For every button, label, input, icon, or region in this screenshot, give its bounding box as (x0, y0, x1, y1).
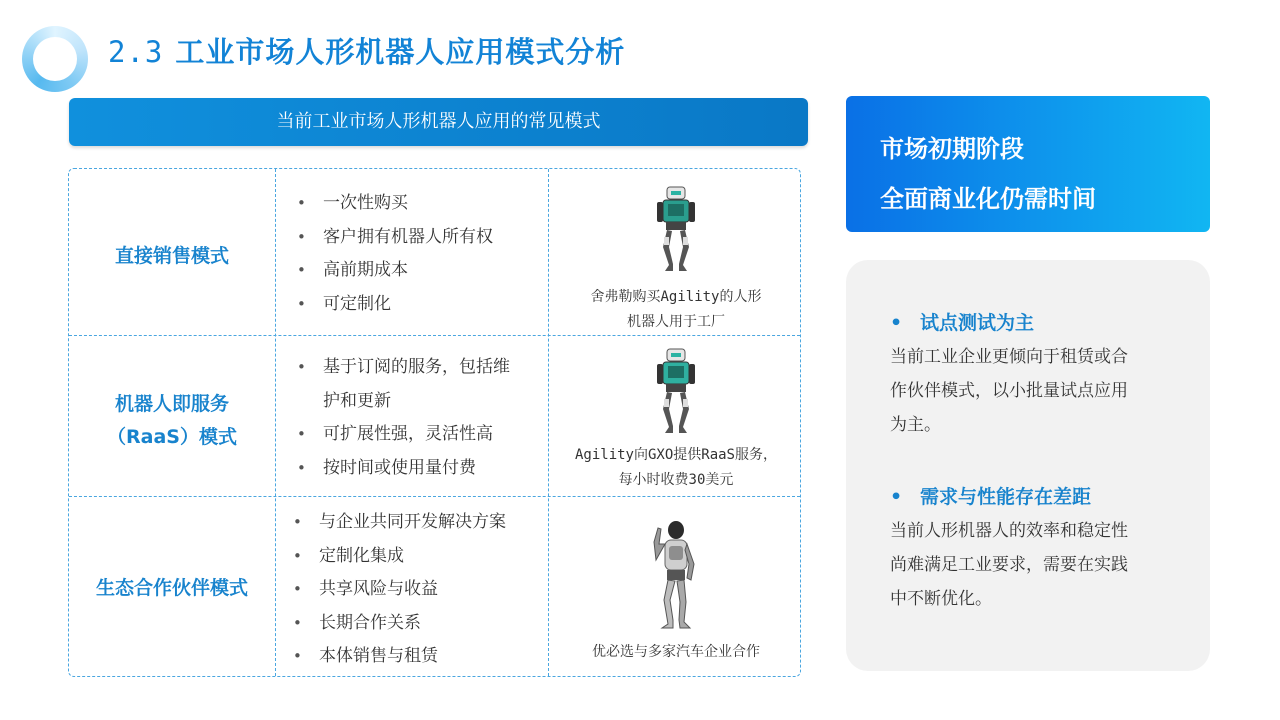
example-cell (551, 185, 801, 335)
feature-list (285, 506, 535, 674)
note-body-line: 作伙伴模式，以小批量试点应用 (890, 381, 1128, 401)
table-row (69, 496, 800, 676)
ubtech-walker-robot-icon (646, 520, 706, 630)
note-item (890, 482, 1180, 616)
list-item: • 定制化集成 (285, 540, 535, 574)
list-item: • 与企业共同开发解决方案 (285, 506, 535, 540)
table-header: 当前工业市场人形机器人应用的常见模式 (69, 98, 808, 146)
note-body-line: 中不断优化。 (890, 589, 992, 609)
note-body-line: 尚难满足工业要求，需要在实践 (890, 555, 1128, 575)
note-body-line: 为主。 (890, 415, 941, 435)
example-caption: 舍弗勒购买Agility的人形 (590, 289, 762, 305)
list-item: • 可扩展性强，灵活性高 (289, 418, 539, 452)
ring-decoration-icon (22, 26, 88, 92)
list-item: • 按时间或使用量付费 (289, 452, 539, 486)
mode-name (69, 169, 275, 344)
page-title (108, 30, 625, 71)
stage-line: 市场初期阶段 (880, 135, 1024, 163)
list-item: • 本体销售与租赁 (285, 640, 535, 674)
example-cell (551, 347, 801, 493)
example-cell (551, 520, 801, 665)
agility-digit-robot-icon (652, 347, 700, 435)
note-body (890, 514, 1180, 616)
list-item: • 一次性购买 (289, 187, 539, 221)
mode-name (69, 496, 275, 680)
feature-list (289, 351, 539, 485)
notes-card (846, 260, 1210, 671)
note-body-line: 当前工业企业更倾向于租赁或合 (890, 347, 1128, 367)
mode-name (69, 335, 275, 507)
list-item: • 客户拥有机器人所有权 (289, 221, 539, 255)
mode-name-line: 机器人即服务 (114, 393, 229, 415)
stage-card (846, 96, 1210, 232)
mode-name-line: （RaaS）模式 (107, 426, 237, 448)
example-caption: 每小时收费30美元 (618, 472, 734, 488)
note-title: • 试点测试为主 (890, 308, 1180, 338)
list-item: • 长期合作关系 (285, 607, 535, 641)
note-title: • 需求与性能存在差距 (890, 482, 1180, 512)
feature-list (289, 187, 539, 321)
table-row (69, 169, 800, 335)
section-number: 2.3 (108, 35, 164, 69)
stage-line: 全面商业化仍需时间 (880, 185, 1096, 213)
list-item: • 基于订阅的服务，包括维 (289, 351, 539, 385)
title-text: 工业市场人形机器人应用模式分析 (175, 35, 626, 69)
note-body (890, 340, 1180, 442)
list-item: 护和更新 (323, 390, 391, 411)
list-item: • 可定制化 (289, 288, 539, 322)
example-caption: 优必选与多家汽车企业合作 (592, 644, 760, 660)
mode-name-line: 直接销售模式 (114, 245, 229, 267)
example-caption: 机器人用于工厂 (627, 314, 725, 330)
note-item (890, 308, 1180, 442)
example-caption: Agility向GXO提供RaaS服务， (574, 447, 777, 463)
modes-table (68, 168, 801, 677)
list-item: • 共享风险与收益 (285, 573, 535, 607)
list-item: • 高前期成本 (289, 254, 539, 288)
agility-digit-robot-icon (652, 185, 700, 273)
note-body-line: 当前人形机器人的效率和稳定性 (890, 521, 1128, 541)
mode-name-line: 生态合作伙伴模式 (95, 576, 248, 599)
table-row (69, 335, 800, 496)
